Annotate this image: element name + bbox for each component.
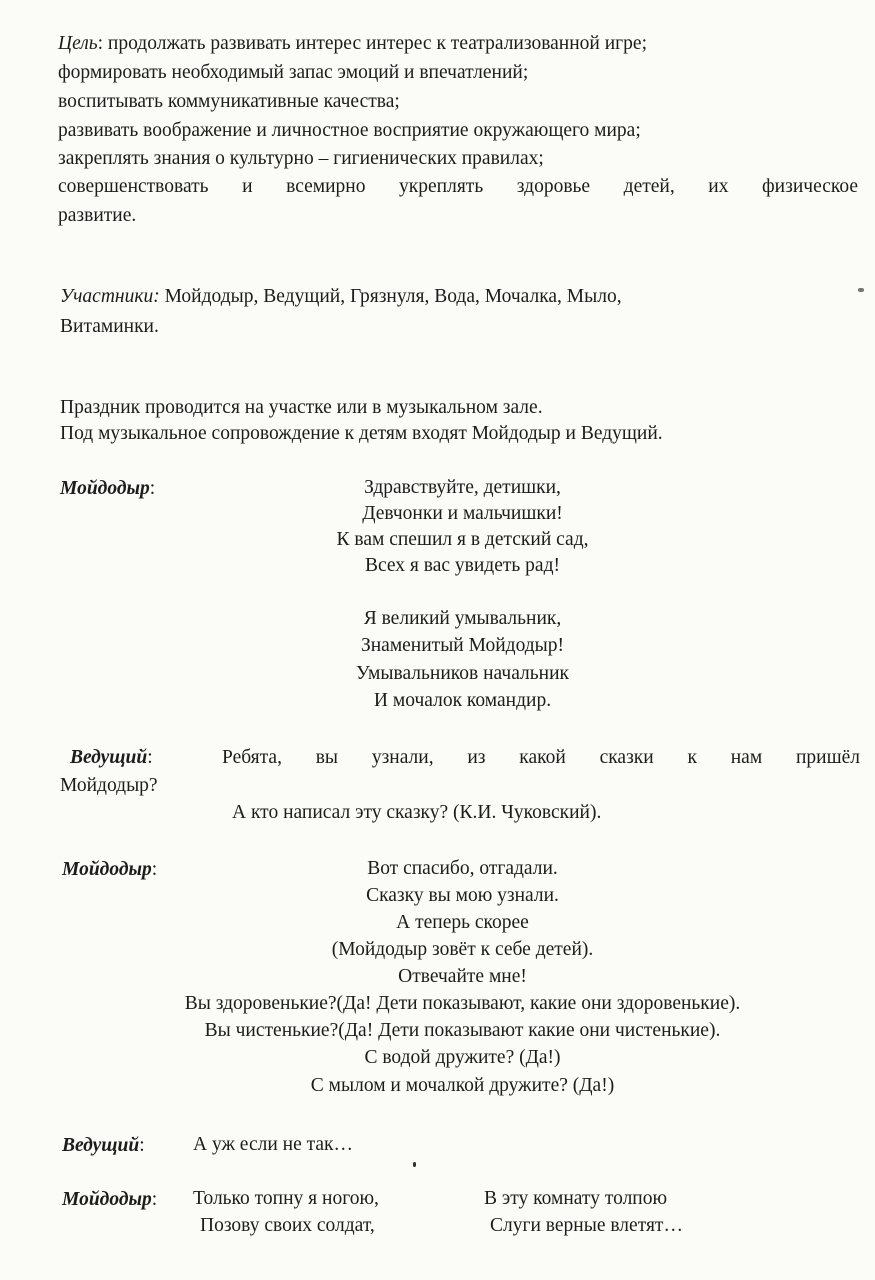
goal-line-6: совершенствовать и всемирно укреплять здоровье детей, их физическое xyxy=(58,176,858,197)
verse-2-line-4: И мочалок командир. xyxy=(373,690,552,711)
scan-speck xyxy=(413,1162,416,1167)
host-line-2: Мойдодыр? xyxy=(60,775,158,796)
verse-4-right-line-1: В эту комнату толпою xyxy=(484,1188,668,1209)
intro-line-1: Праздник проводится на участке или в музыкальном зале. xyxy=(60,397,543,418)
verse-1-line-3: К вам спешил я в детский сад, xyxy=(336,529,589,550)
verse-1-line-2: Девчонки и мальчишки! xyxy=(362,503,563,524)
verse-3-line-6: Вы здоровенькие?(Да! Дети показывают, какие они здоровенькие). xyxy=(184,993,741,1014)
participants-line-2: Витаминки. xyxy=(60,316,159,337)
goal-line-1: Цель: продолжать развивать интерес интерес к театрализованной игре; xyxy=(58,33,647,54)
host-line-1: Ребята, вы узнали, из какой сказки к нам пришёл xyxy=(222,747,860,768)
speaker-moidodyr-2: Мойдодыр: xyxy=(62,859,158,880)
goal-line-7: развитие. xyxy=(58,205,137,226)
verse-1-line-1: Здравствуйте, детишки, xyxy=(364,477,561,498)
verse-4-left-line-2: Позову своих солдат, xyxy=(200,1215,375,1236)
speaker-vedushchiy-1: Ведущий: xyxy=(70,747,153,768)
speaker-moidodyr-3: Мойдодыр: xyxy=(62,1189,158,1210)
verse-3-line-9: С мылом и мочалкой дружите? (Да!) xyxy=(310,1075,615,1096)
participants-label: Участники: xyxy=(60,286,160,307)
verse-2-line-3: Умывальников начальник xyxy=(355,663,570,684)
verse-3-line-5: Отвечайте мне! xyxy=(398,966,527,987)
host-line-3: А кто написал эту сказку? (К.И. Чуковский). xyxy=(232,802,602,823)
verse-2-line-2: Знаменитый Мойдодыр! xyxy=(360,635,565,656)
participants-line-1: Участники: Мойдодыр, Ведущий, Грязнуля, Вода, Мочалка, Мыло, xyxy=(60,286,622,307)
verse-2-line-1: Я великий умывальник, xyxy=(363,608,562,629)
intro-line-2: Под музыкальное сопровождение к детям входят Мойдодыр и Ведущий. xyxy=(60,423,663,444)
speaker-vedushchiy-2: Ведущий: xyxy=(62,1135,145,1156)
verse-3-line-1: Вот спасибо, отгадали. xyxy=(367,858,558,879)
goal-label: Цель xyxy=(58,33,98,54)
speaker-moidodyr-1: Мойдодыр: xyxy=(60,478,156,499)
verse-3-line-8: С водой дружите? (Да!) xyxy=(364,1047,561,1068)
goal-line-2: формировать необходимый запас эмоций и впечатлений; xyxy=(58,62,529,83)
verse-3-line-7: Вы чистенькие?(Да! Дети показывают какие они чистенькие). xyxy=(204,1020,721,1041)
host-line-4: А уж если не так… xyxy=(193,1134,353,1155)
goal-line-5: закреплять знания о культурно – гигиенических правилах; xyxy=(58,148,544,169)
verse-3-line-4: (Мойдодыр зовёт к себе детей). xyxy=(331,939,594,960)
verse-3-line-2: Сказку вы мою узнали. xyxy=(366,885,559,906)
verse-1-line-4: Всех я вас увидеть рад! xyxy=(365,555,560,576)
verse-3-line-3: А теперь скорее xyxy=(396,912,529,933)
goal-line-4: развивать воображение и личностное восприятие окружающего мира; xyxy=(58,120,641,141)
verse-4-right-line-2: Слуги верные влетят… xyxy=(490,1215,683,1236)
scan-speck xyxy=(858,288,864,292)
verse-4-left-line-1: Только топну я ногою, xyxy=(193,1188,379,1209)
goal-line-3: воспитывать коммуникативные качества; xyxy=(58,91,400,112)
